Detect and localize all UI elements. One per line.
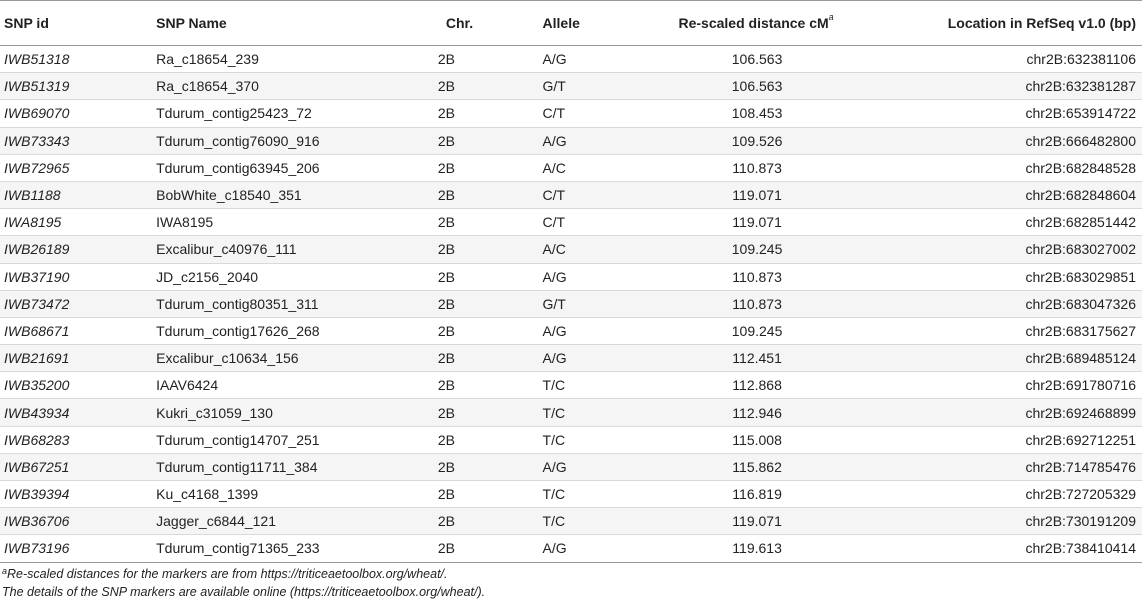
snp-name-cell: Excalibur_c10634_156 bbox=[152, 345, 420, 372]
allele-cell: T/C bbox=[539, 508, 654, 535]
snp-name-cell: Tdurum_contig76090_916 bbox=[152, 127, 420, 154]
distance-cell: 109.526 bbox=[653, 127, 861, 154]
header-distance-label: Re-scaled distance cM bbox=[678, 15, 829, 31]
header-distance-footnote-mark: a bbox=[828, 12, 834, 22]
table-row bbox=[0, 236, 1142, 263]
table-row bbox=[0, 154, 1142, 181]
snp-id-cell: IWB73472 bbox=[0, 290, 152, 317]
location-cell: chr2B:730191209 bbox=[861, 508, 1142, 535]
header-location: Location in RefSeq v1.0 (bp) bbox=[861, 1, 1142, 46]
chr-cell: 2B bbox=[420, 73, 539, 100]
snp-id-cell: IWB69070 bbox=[0, 100, 152, 127]
allele-cell: G/T bbox=[539, 290, 654, 317]
chr-cell: 2B bbox=[420, 453, 539, 480]
table-body bbox=[0, 46, 1142, 563]
snp-id-cell: IWB68283 bbox=[0, 426, 152, 453]
snp-name-cell: Excalibur_c40976_111 bbox=[152, 236, 420, 263]
snp-id-cell: IWB73343 bbox=[0, 127, 152, 154]
snp-name-cell: Kukri_c31059_130 bbox=[152, 399, 420, 426]
distance-cell: 119.071 bbox=[653, 508, 861, 535]
chr-cell: 2B bbox=[420, 181, 539, 208]
distance-cell: 110.873 bbox=[653, 290, 861, 317]
location-cell: chr2B:738410414 bbox=[861, 535, 1142, 562]
allele-cell: C/T bbox=[539, 100, 654, 127]
distance-cell: 119.613 bbox=[653, 535, 861, 562]
chr-cell: 2B bbox=[420, 535, 539, 562]
snp-id-cell: IWB51318 bbox=[0, 46, 152, 73]
table-row bbox=[0, 345, 1142, 372]
allele-cell: A/G bbox=[539, 317, 654, 344]
header-row bbox=[0, 1, 1142, 46]
header-distance bbox=[653, 1, 861, 46]
table-row bbox=[0, 181, 1142, 208]
location-cell: chr2B:653914722 bbox=[861, 100, 1142, 127]
chr-cell: 2B bbox=[420, 426, 539, 453]
snp-name-cell: Tdurum_contig17626_268 bbox=[152, 317, 420, 344]
snp-name-cell: Tdurum_contig25423_72 bbox=[152, 100, 420, 127]
table-row bbox=[0, 426, 1142, 453]
allele-cell: C/T bbox=[539, 181, 654, 208]
distance-cell: 112.946 bbox=[653, 399, 861, 426]
chr-cell: 2B bbox=[420, 154, 539, 181]
allele-cell: C/T bbox=[539, 209, 654, 236]
distance-cell: 110.873 bbox=[653, 263, 861, 290]
allele-cell: A/G bbox=[539, 127, 654, 154]
location-cell: chr2B:682848528 bbox=[861, 154, 1142, 181]
chr-cell: 2B bbox=[420, 100, 539, 127]
snp-id-cell: IWB67251 bbox=[0, 453, 152, 480]
snp-id-cell: IWB73196 bbox=[0, 535, 152, 562]
location-cell: chr2B:632381287 bbox=[861, 73, 1142, 100]
location-cell: chr2B:666482800 bbox=[861, 127, 1142, 154]
allele-cell: G/T bbox=[539, 73, 654, 100]
snp-name-cell: Tdurum_contig63945_206 bbox=[152, 154, 420, 181]
snp-id-cell: IWB43934 bbox=[0, 399, 152, 426]
location-cell: chr2B:689485124 bbox=[861, 345, 1142, 372]
allele-cell: A/G bbox=[539, 453, 654, 480]
table-row bbox=[0, 453, 1142, 480]
table-row bbox=[0, 481, 1142, 508]
snp-name-cell: BobWhite_c18540_351 bbox=[152, 181, 420, 208]
location-cell: chr2B:714785476 bbox=[861, 453, 1142, 480]
distance-cell: 106.563 bbox=[653, 46, 861, 73]
snp-name-cell: Tdurum_contig14707_251 bbox=[152, 426, 420, 453]
allele-cell: A/G bbox=[539, 345, 654, 372]
snp-name-cell: Ra_c18654_239 bbox=[152, 46, 420, 73]
chr-cell: 2B bbox=[420, 481, 539, 508]
footnotes bbox=[2, 565, 485, 601]
header-snp-name: SNP Name bbox=[152, 1, 420, 46]
location-cell: chr2B:683175627 bbox=[861, 317, 1142, 344]
location-cell: chr2B:683029851 bbox=[861, 263, 1142, 290]
allele-cell: A/G bbox=[539, 535, 654, 562]
allele-cell: T/C bbox=[539, 481, 654, 508]
chr-cell: 2B bbox=[420, 127, 539, 154]
snp-id-cell: IWB72965 bbox=[0, 154, 152, 181]
snp-name-cell: IWA8195 bbox=[152, 209, 420, 236]
location-cell: chr2B:632381106 bbox=[861, 46, 1142, 73]
table-row bbox=[0, 263, 1142, 290]
chr-cell: 2B bbox=[420, 345, 539, 372]
snp-name-cell: IAAV6424 bbox=[152, 372, 420, 399]
table-row bbox=[0, 46, 1142, 73]
location-cell: chr2B:692712251 bbox=[861, 426, 1142, 453]
snp-name-cell: Tdurum_contig80351_311 bbox=[152, 290, 420, 317]
chr-cell: 2B bbox=[420, 263, 539, 290]
location-cell: chr2B:682851442 bbox=[861, 209, 1142, 236]
snp-id-cell: IWA8195 bbox=[0, 209, 152, 236]
chr-cell: 2B bbox=[420, 372, 539, 399]
table-row bbox=[0, 100, 1142, 127]
chr-cell: 2B bbox=[420, 209, 539, 236]
snp-id-cell: IWB37190 bbox=[0, 263, 152, 290]
snp-id-cell: IWB21691 bbox=[0, 345, 152, 372]
chr-cell: 2B bbox=[420, 399, 539, 426]
distance-cell: 109.245 bbox=[653, 236, 861, 263]
snp-id-cell: IWB68671 bbox=[0, 317, 152, 344]
distance-cell: 112.451 bbox=[653, 345, 861, 372]
allele-cell: A/C bbox=[539, 236, 654, 263]
table-row bbox=[0, 508, 1142, 535]
footnote-a bbox=[2, 565, 485, 583]
snp-id-cell: IWB51319 bbox=[0, 73, 152, 100]
snp-name-cell: JD_c2156_2040 bbox=[152, 263, 420, 290]
footnote-a-text: Re-scaled distances for the markers are from https://triticeaetoolbox.org/wheat/. bbox=[7, 567, 448, 581]
chr-cell: 2B bbox=[420, 290, 539, 317]
location-cell: chr2B:691780716 bbox=[861, 372, 1142, 399]
table-row bbox=[0, 399, 1142, 426]
table-row bbox=[0, 535, 1142, 562]
snp-id-cell: IWB1188 bbox=[0, 181, 152, 208]
table-row bbox=[0, 127, 1142, 154]
snp-id-cell: IWB39394 bbox=[0, 481, 152, 508]
chr-cell: 2B bbox=[420, 508, 539, 535]
table-row bbox=[0, 372, 1142, 399]
distance-cell: 115.008 bbox=[653, 426, 861, 453]
allele-cell: A/G bbox=[539, 263, 654, 290]
location-cell: chr2B:727205329 bbox=[861, 481, 1142, 508]
allele-cell: A/G bbox=[539, 46, 654, 73]
header-allele: Allele bbox=[539, 1, 654, 46]
distance-cell: 119.071 bbox=[653, 181, 861, 208]
distance-cell: 116.819 bbox=[653, 481, 861, 508]
table-row bbox=[0, 73, 1142, 100]
allele-cell: T/C bbox=[539, 372, 654, 399]
allele-cell: T/C bbox=[539, 399, 654, 426]
snp-name-cell: Tdurum_contig71365_233 bbox=[152, 535, 420, 562]
table-row bbox=[0, 317, 1142, 344]
chr-cell: 2B bbox=[420, 46, 539, 73]
table-row bbox=[0, 209, 1142, 236]
footnote-details: The details of the SNP markers are available online (https://triticeaetoolbox.org/wheat/). bbox=[2, 585, 486, 599]
table-header bbox=[0, 1, 1142, 46]
location-cell: chr2B:682848604 bbox=[861, 181, 1142, 208]
snp-id-cell: IWB36706 bbox=[0, 508, 152, 535]
chr-cell: 2B bbox=[420, 236, 539, 263]
table-row bbox=[0, 290, 1142, 317]
snp-name-cell: Ku_c4168_1399 bbox=[152, 481, 420, 508]
snp-id-cell: IWB35200 bbox=[0, 372, 152, 399]
location-cell: chr2B:683027002 bbox=[861, 236, 1142, 263]
snp-name-cell: Ra_c18654_370 bbox=[152, 73, 420, 100]
allele-cell: T/C bbox=[539, 426, 654, 453]
distance-cell: 110.873 bbox=[653, 154, 861, 181]
footnote-a-mark: a bbox=[2, 566, 8, 576]
distance-cell: 112.868 bbox=[653, 372, 861, 399]
distance-cell: 119.071 bbox=[653, 209, 861, 236]
distance-cell: 109.245 bbox=[653, 317, 861, 344]
location-cell: chr2B:683047326 bbox=[861, 290, 1142, 317]
snp-id-cell: IWB26189 bbox=[0, 236, 152, 263]
header-chr: Chr. bbox=[420, 1, 539, 46]
chr-cell: 2B bbox=[420, 317, 539, 344]
snp-name-cell: Jagger_c6844_121 bbox=[152, 508, 420, 535]
distance-cell: 108.453 bbox=[653, 100, 861, 127]
location-cell: chr2B:692468899 bbox=[861, 399, 1142, 426]
distance-cell: 106.563 bbox=[653, 73, 861, 100]
distance-cell: 115.862 bbox=[653, 453, 861, 480]
header-snp-id: SNP id bbox=[0, 1, 152, 46]
snp-name-cell: Tdurum_contig11711_384 bbox=[152, 453, 420, 480]
allele-cell: A/C bbox=[539, 154, 654, 181]
